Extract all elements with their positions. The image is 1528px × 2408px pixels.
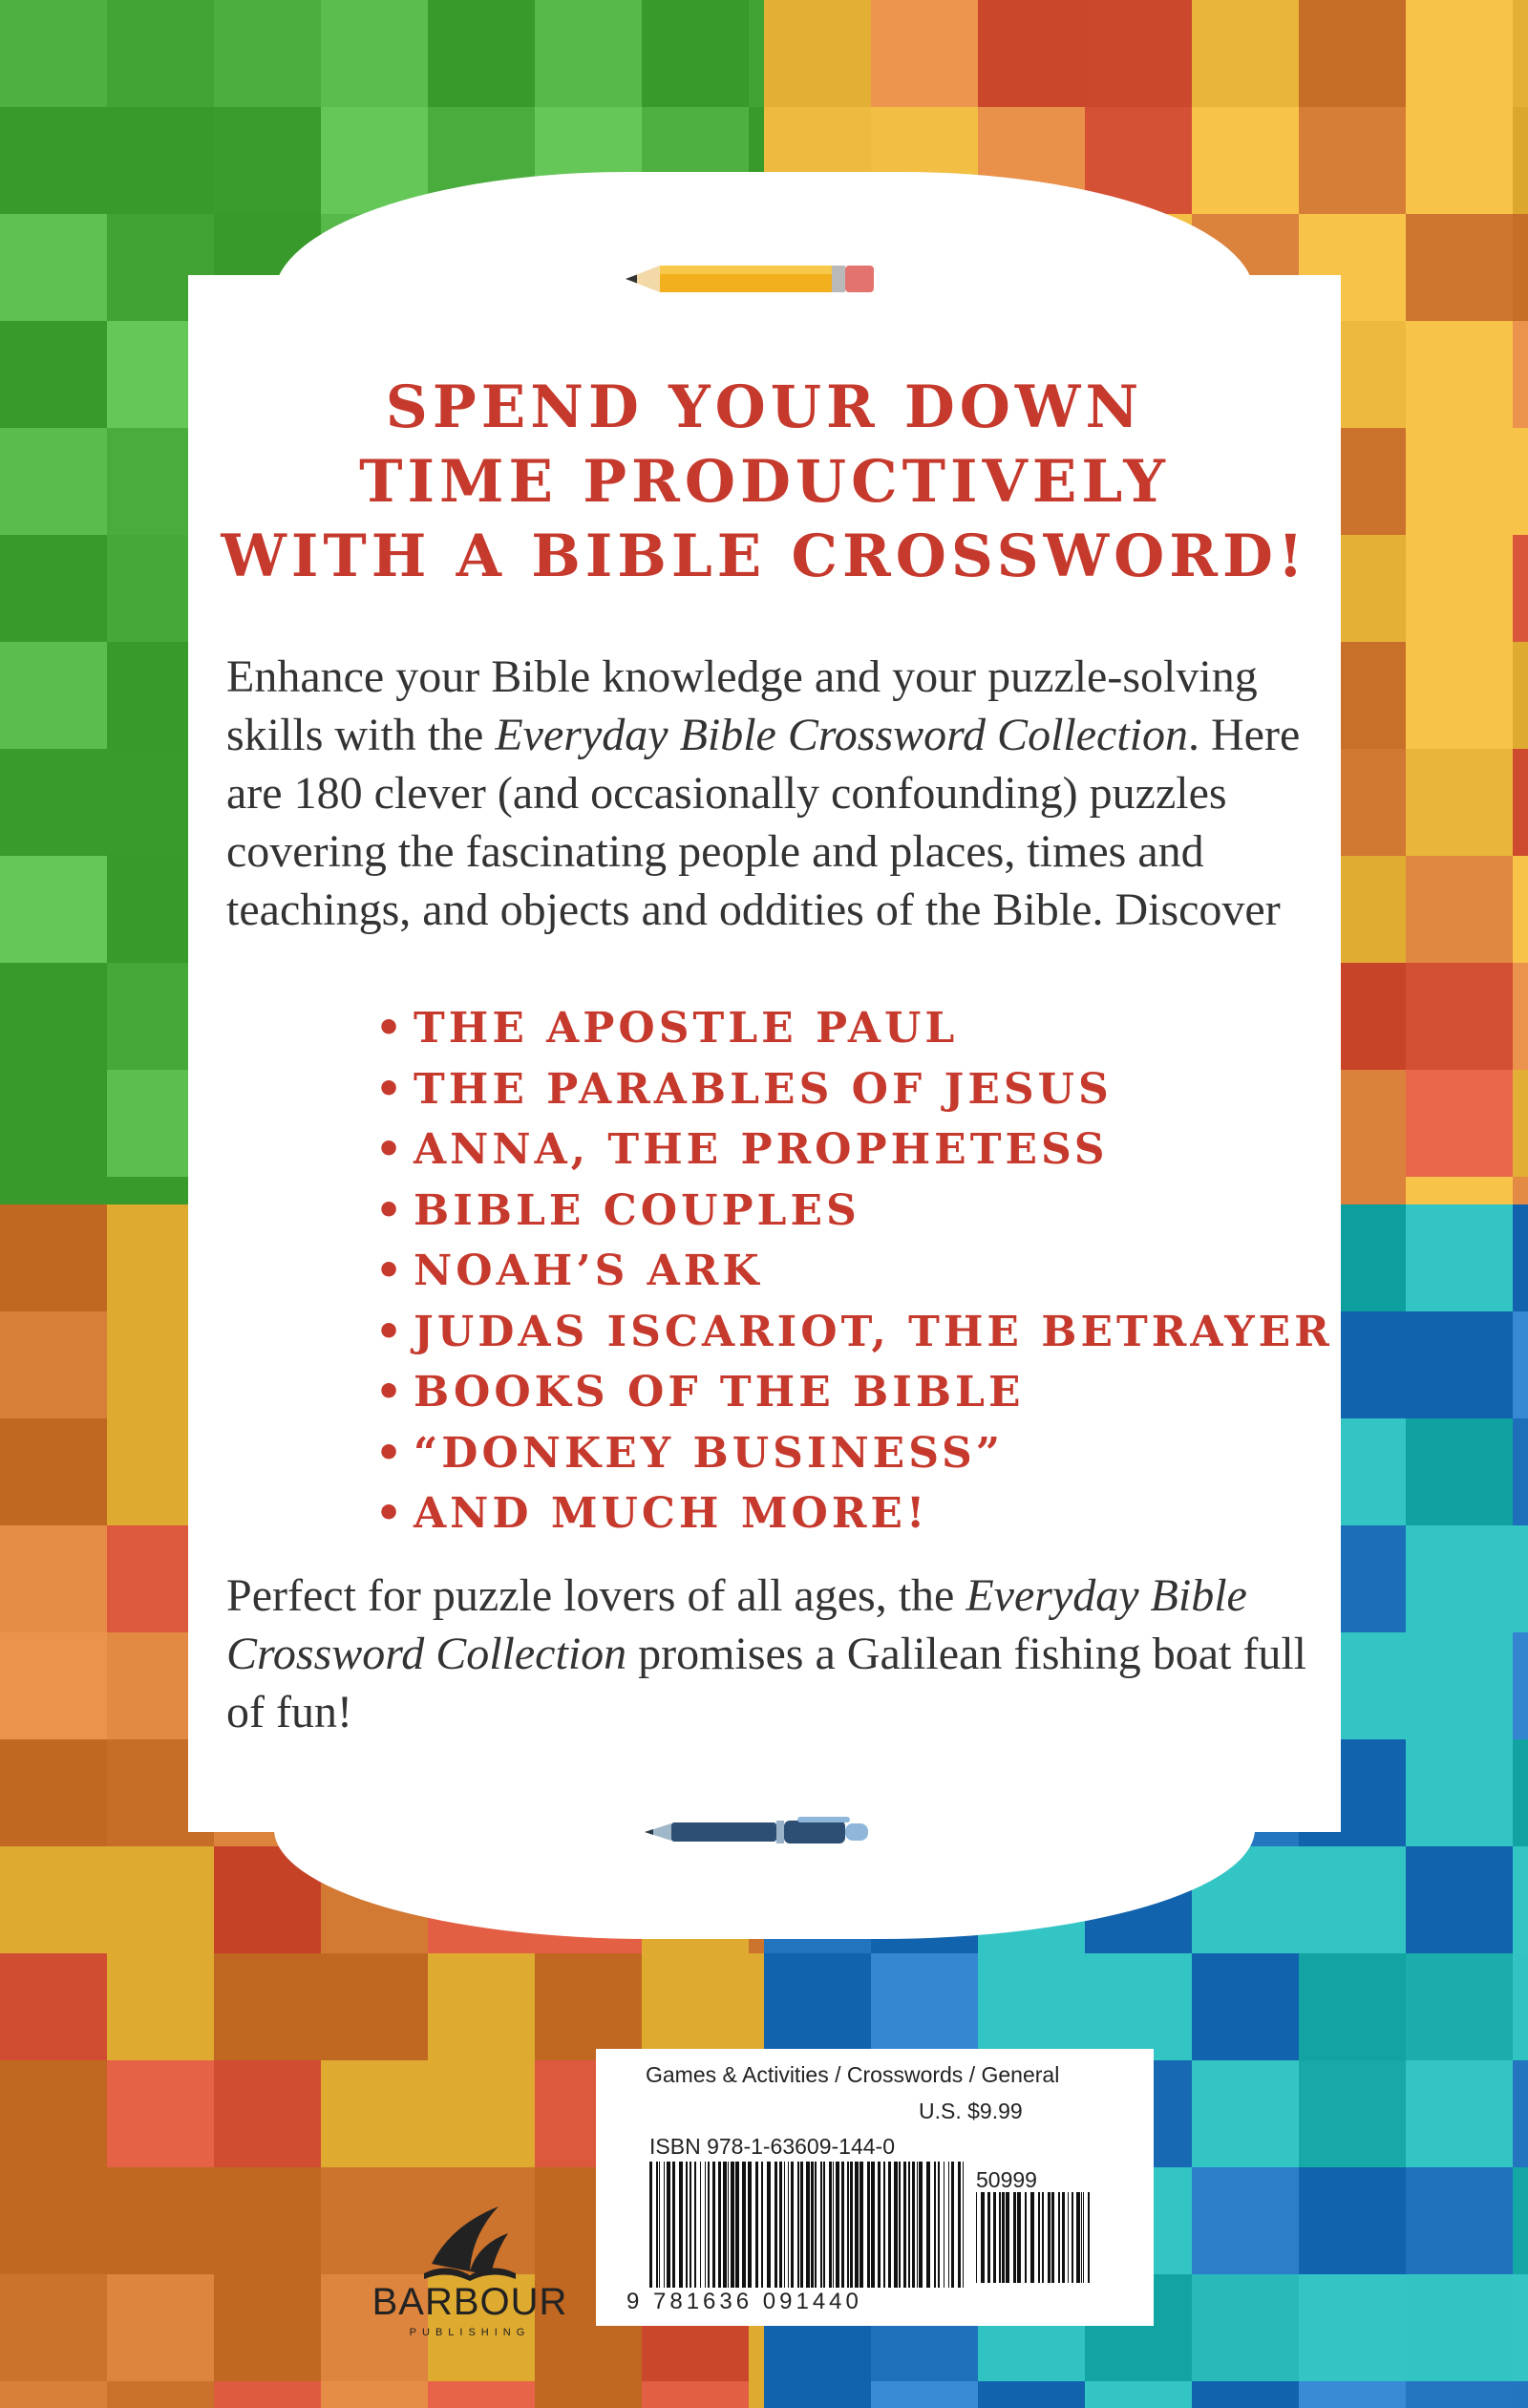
- barcode-bar: [1051, 2192, 1054, 2283]
- topic-item: [375, 1483, 1330, 1545]
- barcode-bar: [712, 2162, 715, 2288]
- bullet-icon: •: [375, 1185, 407, 1235]
- barcode-bar: [1088, 2192, 1090, 2283]
- barcode-bar: [993, 2192, 996, 2283]
- isbn-barcode: [649, 2162, 965, 2288]
- barcode-bar: [735, 2162, 739, 2288]
- topic-item: [375, 998, 1330, 1059]
- price: U.S. $9.99: [919, 2099, 1023, 2123]
- topic-item: [375, 1302, 1333, 1363]
- topic-label: JUDAS ISCARIOT, THE BETRAYER: [414, 1307, 1333, 1356]
- barcode-bar: [791, 2162, 794, 2288]
- barcode-bar: [705, 2162, 706, 2288]
- barcode-bar: [1076, 2192, 1080, 2283]
- closing-paragraph: [226, 1566, 1315, 1741]
- barcode-digits: 9 781636 091440: [626, 2289, 862, 2314]
- barcode-bar: [871, 2162, 875, 2288]
- headline-line-2: TIME PRODUCTIVELY: [359, 448, 1170, 516]
- barcode-bar: [847, 2162, 849, 2288]
- topic-label: BOOKS OF THE BIBLE: [414, 1368, 1025, 1417]
- topic-label: ANNA, THE PROPHETESS: [414, 1125, 1109, 1174]
- barcode-bar: [731, 2162, 734, 2288]
- bisac-category: Games & Activities / Crosswords / General: [646, 2062, 1060, 2087]
- barcode-bar: [1002, 2192, 1005, 2283]
- open-book-logo-icon: [365, 2187, 575, 2283]
- barcode-bar: [987, 2192, 990, 2283]
- barcode-bar: [1038, 2192, 1040, 2283]
- barcode-bar: [850, 2162, 853, 2288]
- topic-label: THE PARABLES OF JESUS: [414, 1064, 1113, 1114]
- pen-icon: [645, 1815, 883, 1849]
- topic-item: [375, 1362, 1330, 1423]
- topic-label: “DONKEY BUSINESS”: [414, 1428, 1005, 1478]
- barcode-bar: [1025, 2192, 1027, 2283]
- barcode-bar: [912, 2162, 915, 2288]
- barcode-bar: [1042, 2192, 1044, 2283]
- barcode-bar: [899, 2162, 901, 2288]
- topic-label: NOAH’S ARK: [414, 1247, 763, 1295]
- bullet-icon: •: [375, 1428, 407, 1478]
- barcode-bar: [948, 2162, 949, 2288]
- barcode-bar: [784, 2162, 785, 2288]
- bullet-icon: •: [375, 1247, 407, 1295]
- bullet-icon: •: [375, 1064, 407, 1114]
- isbn: ISBN 978-1-63609-144-0: [649, 2134, 895, 2159]
- topic-label: BIBLE COUPLES: [414, 1185, 860, 1235]
- barcode-label: [596, 2049, 1154, 2326]
- barcode-bar: [894, 2162, 898, 2288]
- barcode-bar: [1068, 2192, 1069, 2283]
- barcode-bar: [938, 2162, 940, 2288]
- headline-line-1: SPEND YOUR DOWN: [385, 373, 1144, 441]
- barcode-bar: [829, 2162, 832, 2288]
- barcode-bar: [903, 2162, 906, 2288]
- barcode-bar: [836, 2162, 839, 2288]
- barcode-bar: [797, 2162, 799, 2288]
- barcode-bar: [728, 2162, 729, 2288]
- barcode-bar: [860, 2162, 863, 2288]
- barcode-bar: [867, 2162, 870, 2288]
- topic-item: [375, 1181, 1330, 1242]
- barcode-bar: [999, 2192, 1001, 2283]
- barcode-bar: [779, 2162, 782, 2288]
- topic-item: [375, 1119, 1330, 1181]
- barcode-bar: [1006, 2192, 1009, 2283]
- publisher-subtitle: PUBLISHING: [409, 2327, 531, 2338]
- barcode-bar: [686, 2162, 688, 2288]
- outro-book-title: Everyday Bible Crossword Collection: [226, 1570, 1247, 1679]
- barcode-bar: [755, 2162, 758, 2288]
- barcode-bar: [1058, 2192, 1060, 2283]
- intro-paragraph: [226, 648, 1315, 939]
- barcode-bar: [664, 2162, 665, 2288]
- bullet-icon: •: [375, 1004, 407, 1053]
- barcode-bar: [775, 2162, 777, 2288]
- topic-item: [375, 1059, 1330, 1120]
- barcode-bar: [841, 2162, 844, 2288]
- topics-list: [375, 998, 1333, 1545]
- barcode-bar: [800, 2162, 803, 2288]
- barcode-bar: [1083, 2192, 1084, 2283]
- barcode-bar: [919, 2162, 923, 2288]
- topic-label: AND MUCH MORE!: [414, 1489, 929, 1538]
- barcode-bar: [1072, 2192, 1073, 2283]
- barcode-bar: [1030, 2192, 1034, 2283]
- price-code: 50999: [976, 2167, 1037, 2192]
- intro-book-title: Everyday Bible Crossword Collection: [495, 710, 1189, 760]
- intro-part-1: Enhance your Bible knowledge and your puzzle-solving skills with the: [226, 651, 1258, 760]
- publisher-name: BARBOUR: [371, 2281, 568, 2323]
- barcode-bar: [806, 2162, 810, 2288]
- barcode-bar: [963, 2162, 964, 2288]
- barcode-bar: [958, 2162, 961, 2288]
- barcode-bar: [888, 2162, 891, 2288]
- bullet-icon: •: [375, 1368, 407, 1417]
- barcode-bar: [855, 2162, 859, 2288]
- barcode-bar: [1081, 2192, 1082, 2283]
- barcode-bar: [788, 2162, 789, 2288]
- barcode-bar: [981, 2192, 985, 2283]
- barcode-bar: [951, 2162, 954, 2288]
- barcode-bar: [761, 2162, 763, 2288]
- barcode-bar: [908, 2162, 910, 2288]
- outro-part-2: promises a Galilean fishing boat full of fun!: [226, 1629, 1306, 1737]
- barcode-bar: [917, 2162, 918, 2288]
- barcode-bar: [1048, 2192, 1050, 2283]
- barcode-bar: [767, 2162, 771, 2288]
- headline-line-3: WITH A BIBLE CROSSWORD!: [221, 522, 1308, 590]
- bullet-icon: •: [375, 1307, 407, 1356]
- topic-label: THE APOSTLE PAUL: [414, 1004, 959, 1053]
- barcode-bar: [1013, 2192, 1016, 2283]
- barcode-bar: [656, 2162, 658, 2288]
- barcode-bar: [700, 2162, 701, 2288]
- barcode-bar: [1017, 2192, 1021, 2283]
- barcode-bar: [976, 2192, 977, 2283]
- barcode-bar: [833, 2162, 834, 2288]
- barcode-bar: [1062, 2192, 1065, 2283]
- barcode-bar: [748, 2162, 752, 2288]
- barcode-bar: [718, 2162, 721, 2288]
- publisher-logo: [365, 2187, 575, 2340]
- barcode-bar: [934, 2162, 936, 2288]
- barcode-bar: [926, 2162, 930, 2288]
- price-barcode: [976, 2192, 1091, 2283]
- headline: [188, 371, 1341, 594]
- barcode-bar: [723, 2162, 727, 2288]
- topic-item: [375, 1423, 1330, 1484]
- barcode-bar: [690, 2162, 691, 2288]
- barcode-bar: [742, 2162, 746, 2288]
- barcode-bar: [694, 2162, 696, 2288]
- barcode-bar: [883, 2162, 885, 2288]
- barcode-bar: [878, 2162, 881, 2288]
- bullet-icon: •: [375, 1489, 407, 1538]
- outro-part-1: Perfect for puzzle lovers of all ages, the: [226, 1570, 966, 1621]
- barcode-bar: [811, 2162, 814, 2288]
- barcode-bar: [679, 2162, 683, 2288]
- barcode-bar: [667, 2162, 670, 2288]
- intro-part-2: . Here are 180 clever (and occasionally confounding) puzzles covering the fascinating people and places, times and teachings, and objects and oddities of the Bible. Discover: [226, 710, 1301, 935]
- barcode-bar: [659, 2162, 660, 2288]
- pencil-icon: [626, 262, 893, 296]
- barcode-bar: [820, 2162, 822, 2288]
- barcode-bar: [708, 2162, 710, 2288]
- barcode-bar: [815, 2162, 817, 2288]
- topic-item: [375, 1241, 1330, 1302]
- bullet-icon: •: [375, 1125, 407, 1174]
- barcode-bar: [649, 2162, 652, 2288]
- barcode-bar: [672, 2162, 675, 2288]
- barcode-bar: [823, 2162, 825, 2288]
